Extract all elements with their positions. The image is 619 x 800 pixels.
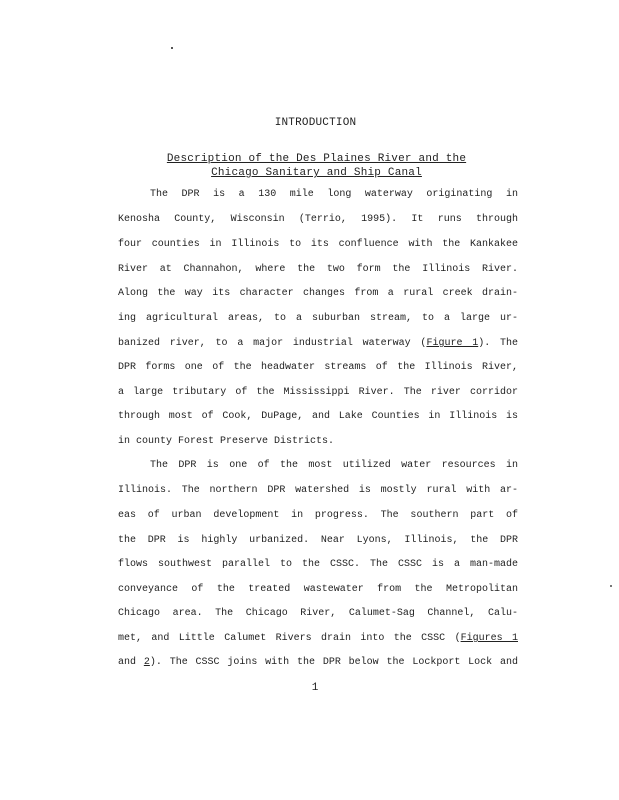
text-segment: ). The CSSC joins with the DPR below the Lockport Lock and xyxy=(149,657,518,668)
section-heading-line-1: Description of the Des Plaines River and the xyxy=(166,153,467,165)
text-segment: Kenosha County, Wisconsin (Terrio, 1995). It runs through xyxy=(118,214,518,225)
text-segment: in county Forest Preserve Districts. xyxy=(118,436,335,447)
scan-speck xyxy=(610,585,612,587)
text-segment: through most of Cook, DuPage, and Lake Counties in Illinois is xyxy=(118,411,518,422)
page-number: 1 xyxy=(311,682,319,694)
text-segment: and xyxy=(118,657,144,668)
figure-reference: 2 xyxy=(143,657,150,668)
text-line xyxy=(118,559,518,570)
text-segment: eas of urban development in progress. The southern part of xyxy=(118,510,518,521)
text-segment: DPR forms one of the headwater streams of the Illinois River, xyxy=(118,362,518,373)
text-line xyxy=(118,387,518,398)
text-segment: a large tributary of the Mississippi River. The river corridor xyxy=(118,387,518,398)
text-segment: The DPR is a 130 mile long waterway originating in xyxy=(150,189,518,200)
text-line xyxy=(118,535,518,546)
text-line xyxy=(118,411,518,422)
text-line xyxy=(118,239,518,250)
text-segment: the DPR is highly urbanized. Near Lyons, Illinois, the DPR xyxy=(118,535,518,546)
text-segment: ). The xyxy=(478,338,518,349)
text-segment: conveyance of the treated wastewater from the Metropolitan xyxy=(118,584,518,595)
text-line xyxy=(118,657,518,668)
text-segment: Illinois. The northern DPR watershed is mostly rural with ar- xyxy=(118,485,518,496)
figure-reference: Figures 1 xyxy=(460,633,518,644)
text-line xyxy=(118,362,518,373)
text-segment: met, and Little Calumet Rivers drain into the CSSC ( xyxy=(118,633,461,644)
text-line xyxy=(118,436,518,447)
page-title: INTRODUCTION xyxy=(274,117,357,129)
text-line xyxy=(118,338,518,349)
text-segment: River at Channahon, where the two form the Illinois River. xyxy=(118,264,518,275)
text-line xyxy=(118,214,518,225)
text-segment: Along the way its character changes from a rural creek drain- xyxy=(118,288,518,299)
text-line xyxy=(118,264,518,275)
text-segment: ing agricultural areas, to a suburban stream, to a large ur- xyxy=(118,313,518,324)
text-line xyxy=(118,485,518,496)
text-line xyxy=(118,313,518,324)
text-line xyxy=(118,510,518,521)
text-line xyxy=(150,460,518,471)
text-segment: banized river, to a major industrial waterway ( xyxy=(118,338,427,349)
text-segment: The DPR is one of the most utilized water resources in xyxy=(150,460,518,471)
text-line xyxy=(118,608,518,619)
text-segment: flows southwest parallel to the CSSC. The CSSC is a man-made xyxy=(118,559,518,570)
text-line xyxy=(150,189,518,200)
text-line xyxy=(118,288,518,299)
text-segment: four counties in Illinois to its confluence with the Kankakee xyxy=(118,239,518,250)
section-heading-line-2: Chicago Sanitary and Ship Canal xyxy=(211,167,422,179)
figure-reference: Figure 1 xyxy=(426,338,479,349)
text-line xyxy=(118,633,518,644)
text-line xyxy=(118,584,518,595)
scan-speck xyxy=(171,47,173,49)
text-segment: Chicago area. The Chicago River, Calumet-Sag Channel, Calu- xyxy=(118,608,518,619)
